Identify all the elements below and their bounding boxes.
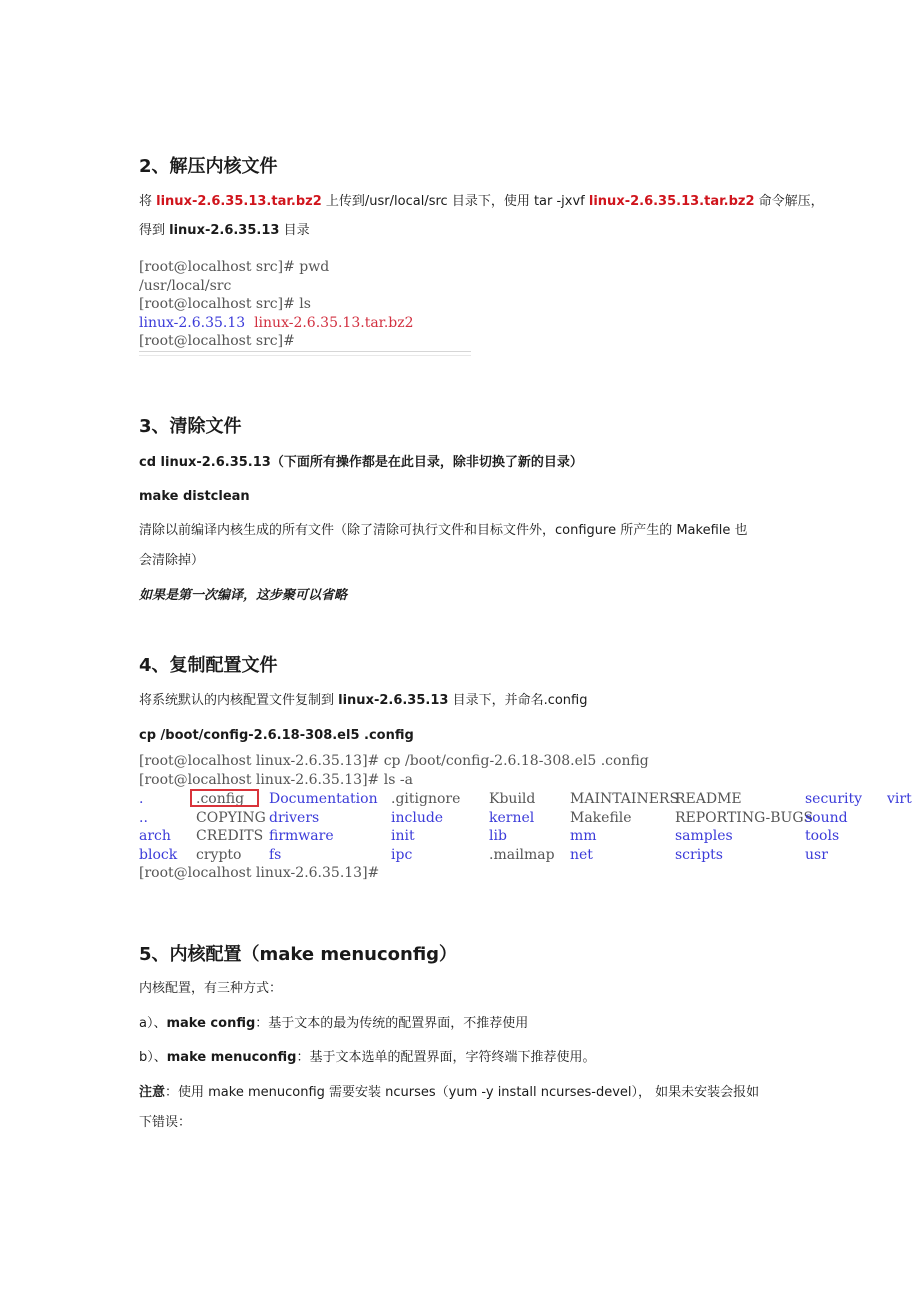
section-2-heading: 2、解压内核文件 (139, 156, 278, 177)
tarball-filename: linux-2.6.35.13.tar.bz2 (156, 194, 322, 209)
ls-entry: .. (139, 809, 148, 826)
ls-entry: block (139, 846, 178, 863)
option-b: b）、make menuconfig：基于文本选单的配置界面，字符终端下推荐使用。 (139, 1050, 596, 1065)
ls-entry: REPORTING-BUGS (675, 809, 814, 826)
ls-entry: README (675, 791, 742, 807)
ls-entry: firmware (269, 828, 334, 845)
ls-entry: drivers (269, 809, 320, 826)
terminal-divider (139, 351, 471, 356)
ls-entry: lib (489, 828, 507, 845)
ls-entry: .gitignore (391, 791, 461, 807)
first-compile-note: 如果是第一次编译，这步聚可以省略 (139, 588, 348, 603)
ls-entry: fs (269, 846, 282, 863)
distclean-description-2: 会清除掉） (139, 553, 205, 568)
archive-entry: linux-2.6.35.13.tar.bz2 (254, 314, 414, 331)
section-4-heading: 4、复制配置文件 (139, 655, 278, 676)
ls-entry: MAINTAINERS (570, 791, 680, 807)
config-highlight-box (190, 789, 259, 807)
ls-entry: init (391, 828, 415, 845)
ls-entry: kernel (489, 809, 535, 826)
section-4-line-1: 将系统默认的内核配置文件复制到 linux-2.6.35.13 目录下，并命名.config (139, 693, 588, 708)
ls-entry: CREDITS (196, 828, 264, 845)
ls-entry: Kbuild (489, 791, 536, 807)
ls-entry: Documentation (269, 791, 378, 807)
terminal-output-cp: [root@localhost linux-2.6.35.13]# cp /boot/config-2.6.18-308.el5 .config [root@localhost linux-2.6.35.13]# ls -a (139, 753, 649, 788)
terminal-output-src: [root@localhost src]# pwd /usr/local/src [root@localhost src]# ls linux-2.6.35.13 linux-2.6.35.13.tar.bz2 [root@localhost src]# (139, 259, 414, 350)
config-intro: 内核配置，有三种方式： (139, 981, 283, 996)
ls-entry: COPYING (196, 809, 266, 826)
ls-entry: sound (805, 809, 848, 826)
ls-entry: include (391, 809, 444, 826)
ls-entry: .config (196, 791, 245, 807)
ls-entry: net (570, 846, 593, 863)
section-3-heading: 3、清除文件 (139, 416, 242, 437)
ls-entry: .mailmap (489, 846, 555, 863)
option-a: a）、make config：基于文本的最为传统的配置界面，不推荐使用 (139, 1016, 529, 1031)
ls-entry: tools (805, 828, 840, 845)
terminal-prompt-last: [root@localhost linux-2.6.35.13]# (139, 865, 380, 881)
ls-entry: security (805, 791, 863, 807)
dir-entry: linux-2.6.35.13 (139, 314, 246, 331)
ls-entry: samples (675, 828, 733, 845)
cp-command: cp /boot/config-2.6.18-308.el5 .config (139, 728, 414, 743)
cd-command: cd linux-2.6.35.13（下面所有操作都是在此目录，除非切换了新的目录） (139, 455, 583, 470)
distclean-command: make distclean (139, 489, 250, 504)
ls-entry: mm (570, 828, 597, 845)
distclean-description-1: 清除以前编译内核生成的所有文件（除了清除可执行文件和目标文件外，configure 所产生的 Makefile 也 (139, 523, 748, 538)
ls-entry: usr (805, 846, 828, 863)
ls-entry: . (139, 791, 144, 807)
section-2-line-1: 将 linux-2.6.35.13.tar.bz2 上传到/usr/local/src 目录下，使用 tar -jxvf linux-2.6.35.13.tar.bz2 命令解压， (139, 194, 824, 209)
section-5-heading: 5、内核配置（make menuconfig） (139, 944, 458, 965)
section-2-line-2: 得到 linux-2.6.35.13 目录 (139, 223, 310, 238)
ncurses-note-1: 注意：使用 make menuconfig 需要安装 ncurses（yum -y install ncurses-devel）， 如果未安装会报如 (139, 1085, 760, 1100)
tarball-filename-2: linux-2.6.35.13.tar.bz2 (588, 194, 755, 209)
ncurses-note-2: 下错误： (139, 1115, 192, 1130)
ls-entry: Makefile (570, 809, 632, 826)
ls-entry: scripts (675, 846, 723, 863)
ls-entry: crypto (196, 846, 242, 863)
ls-entry: virt (887, 791, 912, 807)
ls-entry: arch (139, 828, 171, 845)
ls-entry: ipc (391, 846, 413, 863)
